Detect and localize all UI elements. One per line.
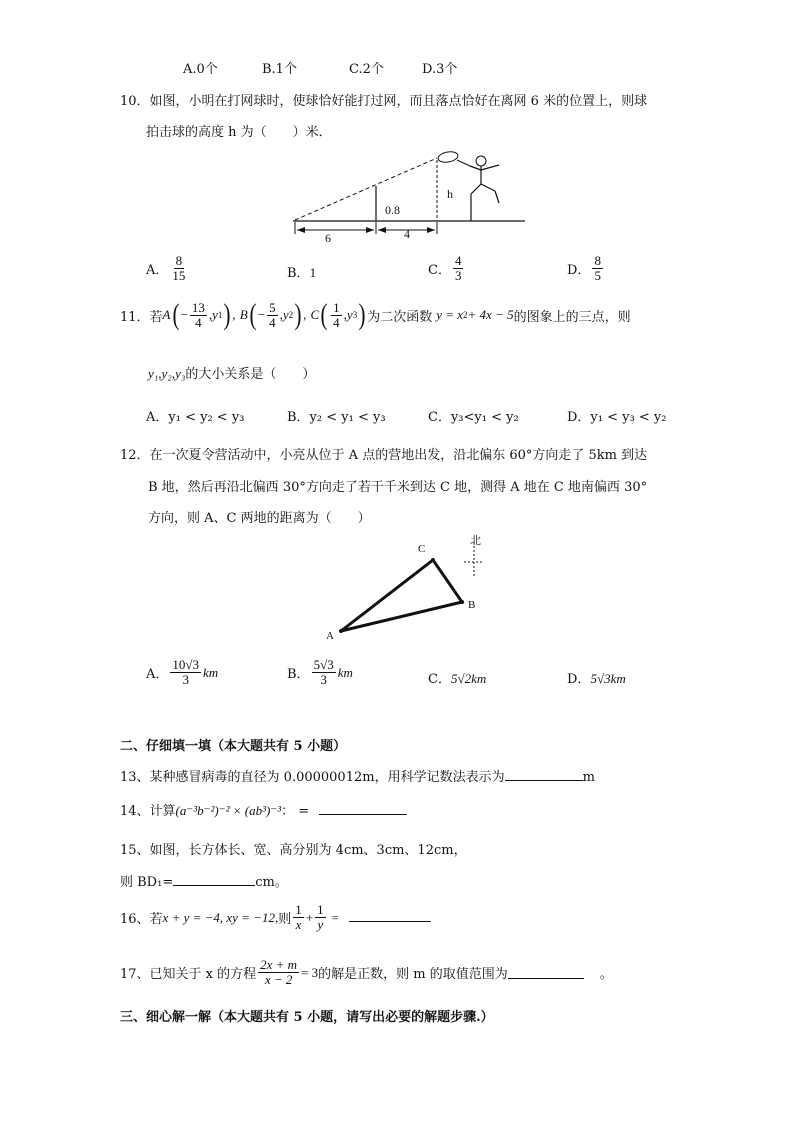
q12-option-c: C．5√2km — [428, 671, 487, 687]
q10-fig-net: 0.8 — [385, 203, 400, 217]
q10-option-a-label: A． — [146, 263, 169, 278]
q12-fig-label-a: A — [326, 630, 334, 642]
q16: 16、若 x + y = −4, xy = −12, 则 $\frac{1}{x}$ + $\frac{1}{y}$ = — [120, 903, 431, 932]
q12-option-d: D．5√3km — [567, 671, 626, 687]
q10-figure — [285, 148, 535, 246]
q9-option-c: C.2个 — [349, 62, 384, 77]
q11-line1: 11．若 A ( − $\frac{13}{4}$ , y 1 ) , B ( − $\frac{5}{4}$ , y 2 ) , C ( $\frac{1}{4}$ , y 3 ) 为二次函数 y = x 2 + 4x − 5 的图象上的三点，则 — [120, 298, 631, 331]
q11-option-d: D．y₁ < y₃ < y₂ — [567, 410, 667, 425]
q14: 14、计算(a⁻³b⁻²)⁻² × (ab³)⁻³： = — [120, 800, 407, 819]
q10-option-a-frac: $\frac{8}{15}$ — [172, 253, 186, 283]
q10-text-line1: 10．如图，小明在打网球时，使球恰好能打过网，而且落点恰好在离网 6 米的位置上，则球 — [120, 94, 648, 109]
q12-option-b: B． $\frac{5√3}{3}$ km — [287, 657, 353, 687]
q13-answer-blank — [505, 779, 583, 781]
section-3-heading: 三、细心解一解（本大题共有 5 小题，请写出必要的解题步骤.） — [120, 1010, 494, 1025]
q10-option-d: D． $\frac{8}{5}$ — [567, 253, 601, 283]
q16-answer-blank — [349, 920, 431, 922]
q12-fig-label-b: B — [468, 599, 476, 611]
q11-line2: y₁,y₂,y₃的大小关系是（ ） — [148, 366, 316, 382]
q15-line1: 15、如图，长方体长、宽、高分别为 4cm、3cm、12cm， — [120, 843, 467, 858]
q12-text-line3: 方向，则 A、C 两地的距离为（ ） — [148, 511, 371, 526]
section-2-heading: 二、仔细填一填（本大题共有 5 小题） — [120, 739, 347, 754]
q14-answer-blank — [319, 813, 407, 815]
q15-line2: 则 BD₁= cm。 — [120, 875, 288, 890]
q12-fig-north: 北 — [470, 534, 481, 547]
q13: 13、某种感冒病毒的直径为 0.00000012m，用科学记数法表示为 m — [120, 770, 595, 785]
q11-option-a: A．y₁ < y₂ < y₃ — [146, 410, 245, 425]
q10-option-c: C． $\frac{4}{3}$ — [428, 253, 462, 283]
q10-fig-d1: 6 — [325, 231, 331, 245]
q10-text-line2: 拍击球的高度 h 为（ ）米． — [146, 125, 332, 140]
q9-option-a: A.0个 — [183, 62, 218, 77]
q12-text-line2: B 地，然后再沿北偏西 30°方向走了若干千米到达 C 地，测得 A 地在 C 地南偏西 30° — [148, 480, 648, 495]
q17-answer-blank — [508, 977, 584, 979]
q9-option-b: B.1个 — [262, 62, 297, 77]
q10-fig-d2: 4 — [404, 227, 410, 241]
q17: 17、已知关于 x 的方程 $\frac{2x + m}{x - 2}$ = 3 的解是正数，则 m 的取值范围为 。 — [120, 957, 613, 987]
q12-option-a: A． $\frac{10√3}{3}$ km — [146, 657, 219, 687]
q11-option-b: B．y₂ < y₁ < y₃ — [287, 410, 386, 425]
q12-text-line1: 12．在一次夏令营活动中，小亮从位于 A 点的营地出发，沿北偏东 60°方向走了 5km 到达 — [120, 448, 648, 463]
q9-option-d: D.3个 — [422, 62, 458, 77]
q15-answer-blank — [173, 884, 255, 886]
q10-option-b: B．1 — [287, 265, 317, 281]
q11-option-c: C．y₃<y₁ < y₂ — [428, 410, 519, 425]
q12-figure — [320, 532, 500, 647]
q10-fig-h: h — [447, 187, 453, 201]
q10-option-a — [146, 254, 189, 283]
q12-fig-label-c: C — [418, 543, 426, 555]
